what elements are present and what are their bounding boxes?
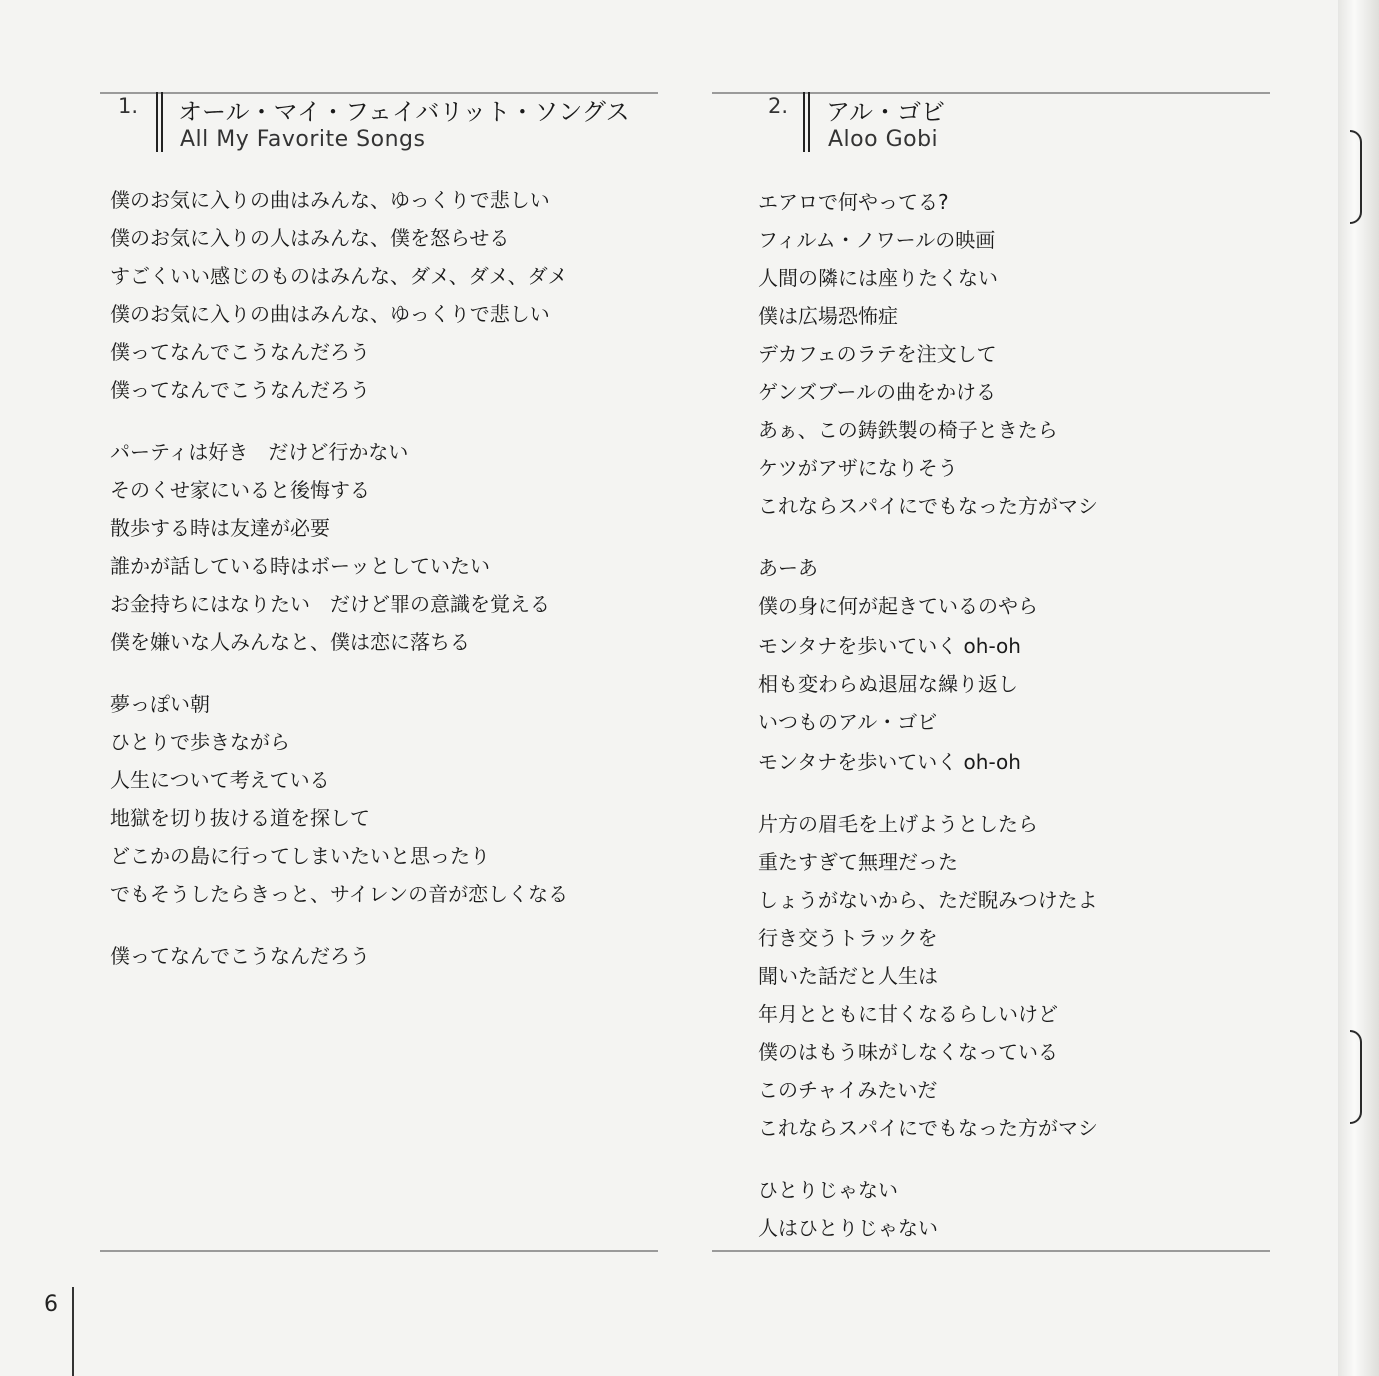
- lyric-line: 僕ってなんでこうなんだろう: [110, 340, 370, 364]
- lyric-line: ひとりで歩きながら: [110, 730, 290, 754]
- lyric-line: 人はひとりじゃない: [758, 1216, 938, 1240]
- lyric-line: これならスパイにでもなった方がマシ: [758, 494, 1098, 518]
- title-divider: [803, 92, 811, 152]
- lyric-line: すごくいい感じのものはみんな、ダメ、ダメ、ダメ: [110, 264, 568, 288]
- lyric-line: そのくせ家にいると後悔する: [110, 478, 370, 502]
- lyric-line: 地獄を切り抜ける道を探して: [110, 806, 370, 830]
- lyric-line: エアロで何やってる?: [758, 190, 949, 214]
- binding-edge: [1350, 1030, 1362, 1124]
- lyric-line: フィルム・ノワールの映画: [758, 228, 996, 252]
- song-title-ja: アル・ゴビ: [826, 98, 946, 126]
- lyric-line: ひとりじゃない: [758, 1178, 898, 1202]
- lyric-line: 誰かが話している時はボーッとしていたい: [110, 554, 490, 578]
- bottom-rule-left: [100, 1250, 658, 1252]
- lyric-line: デカフェのラテを注文して: [758, 342, 997, 366]
- song-number: 1.: [117, 94, 138, 118]
- lyric-line: 僕ってなんでこうなんだろう: [110, 944, 370, 968]
- song-number: 2.: [767, 94, 788, 118]
- binding-edge: [1350, 130, 1362, 224]
- lyric-line: このチャイみたいだ: [758, 1078, 938, 1102]
- lyric-line: ケツがアザになりそう: [758, 456, 958, 480]
- lyric-line: これならスパイにでもなった方がマシ: [758, 1116, 1098, 1140]
- lyric-line: 聞いた話だと人生は: [758, 964, 938, 988]
- lyric-line: でもそうしたらきっと、サイレンの音が恋しくなる: [110, 882, 569, 906]
- song-title-en: All My Favorite Songs: [180, 127, 426, 152]
- bottom-rule-right: [712, 1250, 1270, 1252]
- lyric-line: いつものアル・ゴビ: [758, 710, 938, 734]
- lyric-line: 相も変わらぬ退屈な繰り返し: [758, 672, 1018, 696]
- lyric-line: どこかの島に行ってしまいたいと思ったり: [110, 844, 490, 868]
- lyric-line: 年月とともに甘くなるらしいけど: [758, 1002, 1058, 1026]
- song-title-en: Aloo Gobi: [828, 127, 939, 152]
- lyric-line: モンタナを歩いていく oh-oh: [758, 634, 1021, 658]
- lyric-line: パーティは好き だけど行かない: [110, 440, 409, 464]
- lyric-line: しょうがないから、ただ睨みつけたよ: [758, 888, 1098, 912]
- lyric-line: 人間の隣には座りたくない: [758, 266, 998, 290]
- lyric-line: 僕のはもう味がしなくなっている: [758, 1040, 1058, 1064]
- page-number: 6: [44, 1292, 58, 1317]
- lyric-line: 人生について考えている: [110, 768, 330, 792]
- lyric-line: モンタナを歩いていく oh-oh: [758, 750, 1021, 774]
- lyric-line: あぁ、この鋳鉄製の椅子ときたら: [758, 418, 1058, 442]
- lyric-line: 僕のお気に入りの曲はみんな、ゆっくりで悲しい: [110, 188, 550, 212]
- lyric-line: 僕は広場恐怖症: [758, 304, 898, 328]
- lyric-line: 僕ってなんでこうなんだろう: [110, 378, 370, 402]
- lyric-line: 散歩する時は友達が必要: [110, 516, 330, 540]
- lyric-line: 僕の身に何が起きているのやら: [758, 594, 1038, 618]
- lyric-line: 片方の眉毛を上げようとしたら: [758, 812, 1038, 836]
- lyric-line: 夢っぽい朝: [110, 692, 210, 716]
- page-number-rule: [72, 1287, 74, 1376]
- lyric-line: 行き交うトラックを: [758, 926, 938, 950]
- lyric-line: 僕のお気に入りの人はみんな、僕を怒らせる: [110, 226, 510, 250]
- lyric-line: 重たすぎて無理だった: [758, 850, 958, 874]
- song-title-ja: オール・マイ・フェイバリット・ソングス: [178, 98, 630, 126]
- lyric-line: 僕のお気に入りの曲はみんな、ゆっくりで悲しい: [110, 302, 550, 326]
- title-divider: [156, 92, 164, 152]
- lyric-line: ゲンズブールの曲をかける: [758, 380, 996, 404]
- lyric-line: 僕を嫌いな人みんなと、僕は恋に落ちる: [110, 630, 470, 654]
- top-rule-right: [712, 92, 1270, 94]
- lyric-line: あーあ: [758, 556, 818, 580]
- lyric-line: お金持ちにはなりたい だけど罪の意識を覚える: [110, 592, 550, 616]
